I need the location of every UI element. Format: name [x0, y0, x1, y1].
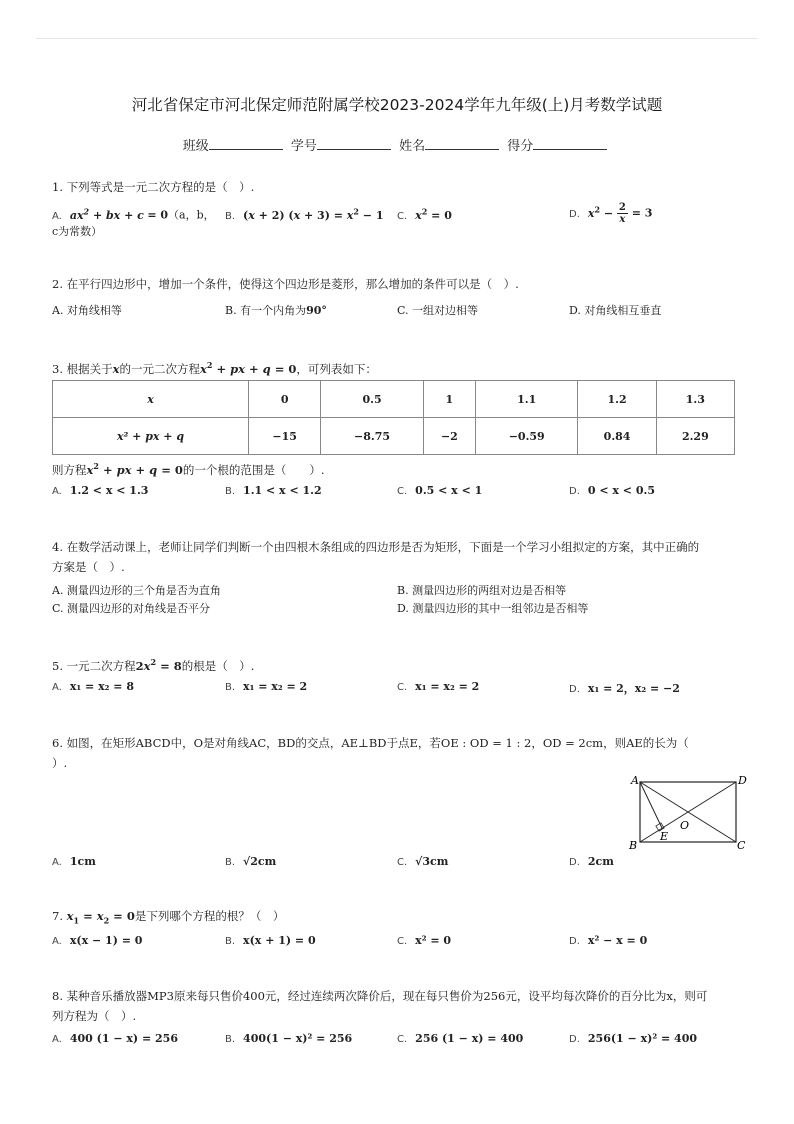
table-row: x² + px + q −15 −8.75 −2 −0.59 0.84 2.29 [53, 418, 735, 455]
question-5-options [52, 680, 742, 700]
question-8-options [52, 1032, 742, 1052]
id-field[interactable] [317, 137, 391, 150]
q6-option-d[interactable]: D. 2cm [569, 855, 614, 868]
question-6-options [52, 855, 742, 875]
label-d: D [738, 774, 747, 787]
q5-option-c[interactable]: C. x₁ = x₂ = 2 [397, 680, 480, 693]
q1-a-note2: c为常数） [52, 224, 103, 238]
q6-option-c[interactable]: C. √3cm [397, 855, 449, 868]
q3-option-b[interactable]: B. 1.1 < x < 1.2 [225, 484, 322, 497]
page-title: 河北省保定市河北保定师范附属学校2023-2024学年九年级(上)月考数学试题 [131, 96, 663, 114]
q1-option-a[interactable]: A. $ax^2$ + bx + c = 0（a，b， c为常数） [52, 206, 215, 238]
q7-option-a[interactable]: A. x(x − 1) = 0 [52, 934, 143, 947]
score-field[interactable] [533, 137, 607, 150]
class-field[interactable] [209, 137, 283, 150]
q2-option-c[interactable]: C. 一组对边相等 [397, 304, 479, 317]
q1-option-c[interactable]: C. $x^2 = 0$ [397, 206, 452, 222]
question-3-stem: 3. 根据关于x的一元二次方程$x^2$ + px + q = 0，可列表如下： [52, 360, 377, 376]
question-6-stem: 6. 如图，在矩形ABCD中，O是对角线AC，BD的交点，AE⊥BD于点E，若OE : OD = 1 : 2，OD = 2cm，则AE的长为（ ）. [52, 736, 689, 770]
question-3-followup: 则方程$x^2$ + px + q = 0的一个根的范围是（ ）. [52, 461, 325, 477]
q1-option-b[interactable]: B. (x + 2) $(x + 3) = x^2 - 1$ [225, 206, 384, 222]
question-5-stem: 5. 一元二次方程$2x^2 = 8$的根是（ ）. [52, 657, 255, 673]
question-4-options [52, 582, 742, 622]
q6-option-b[interactable]: B. √2cm [225, 855, 277, 868]
question-1-stem: 1. 下列等式是一元二次方程的是（ ）. [52, 180, 255, 194]
label-o: O [680, 819, 690, 832]
score-label: 得分 [507, 139, 534, 154]
student-info [0, 135, 794, 154]
q1-a-note: （a，b， [168, 208, 215, 222]
q8-option-b[interactable]: B. 400(1 − x)² = 256 [225, 1032, 353, 1045]
q4-option-a[interactable]: A. 测量四边形的三个角是否为直角 [52, 584, 221, 597]
q1-option-d[interactable]: D. $x^2$ − $\frac{2}{x}$ = 3 [569, 202, 653, 225]
q8-option-a[interactable]: A. 400 (1 − x) = 256 [52, 1032, 178, 1045]
question-1-options [52, 202, 742, 240]
q3-option-c[interactable]: C. 0.5 < x < 1 [397, 484, 483, 497]
class-label: 班级 [182, 139, 209, 154]
q5-option-b[interactable]: B. x₁ = x₂ = 2 [225, 680, 308, 693]
question-7-options [52, 934, 742, 954]
question-7-stem: 7. $x_1 = x_2 = 0$是下列哪个方程的根？（ ） [52, 909, 285, 926]
q3-option-a[interactable]: A. 1.2 < x < 1.3 [52, 484, 149, 497]
q4-option-c[interactable]: C. 测量四边形的对角线是否平分 [52, 602, 211, 615]
q2-option-a[interactable]: A. 对角线相等 [52, 304, 122, 317]
rectangle-figure [620, 772, 750, 852]
q6-option-a[interactable]: A. 1cm [52, 855, 96, 868]
label-b: B [629, 839, 638, 852]
value-table [52, 380, 735, 455]
q7-option-b[interactable]: B. x(x + 1) = 0 [225, 934, 316, 947]
question-2-options [52, 302, 742, 322]
q4-option-b[interactable]: B. 测量四边形的两组对边是否相等 [397, 584, 567, 597]
table-row: x 0 0.5 1 1.1 1.2 1.3 [53, 381, 735, 418]
q7-option-c[interactable]: C. x² = 0 [397, 934, 452, 947]
question-3-options [52, 484, 742, 504]
label-a: A [631, 774, 639, 787]
q4-option-d[interactable]: D. 测量四边形的其中一组邻边是否相等 [397, 602, 589, 615]
name-field[interactable] [425, 137, 499, 150]
q8-option-c[interactable]: C. 256 (1 − x) = 400 [397, 1032, 524, 1045]
label-c: C [737, 839, 746, 852]
question-8-stem: 8. 某种音乐播放器MP3原来每只售价400元，经过连续两次降价后，现在每只售价为256元，设平均每次降价的百分比为x，则可 列方程为（ ）. [52, 989, 708, 1023]
q5-option-d[interactable]: D. x₁ = 2，x₂ = −2 [569, 682, 680, 695]
q8-option-d[interactable]: D. 256(1 − x)² = 400 [569, 1032, 698, 1045]
q2-option-d[interactable]: D. 对角线相互垂直 [569, 304, 662, 317]
label-e: E [660, 830, 669, 843]
q5-option-a[interactable]: A. x₁ = x₂ = 8 [52, 680, 135, 693]
name-label: 姓名 [399, 139, 426, 154]
question-4-stem: 4. 在数学活动课上，老师让同学们判断一个由四根木条组成的四边形是否为矩形，下面是一个学习小组拟定的方案，其中正确的 方案是（ ）. [52, 540, 700, 574]
question-2-stem: 2. 在平行四边形中，增加一个条件，使得这个四边形是菱形，那么增加的条件可以是（ ）. [52, 277, 519, 291]
q2-option-b[interactable]: B. 有一个内角为90° [225, 304, 327, 317]
id-label: 学号 [290, 139, 317, 154]
q3-option-d[interactable]: D. 0 < x < 0.5 [569, 484, 655, 497]
top-rule [36, 38, 758, 39]
q7-option-d[interactable]: D. x² − x = 0 [569, 934, 648, 947]
